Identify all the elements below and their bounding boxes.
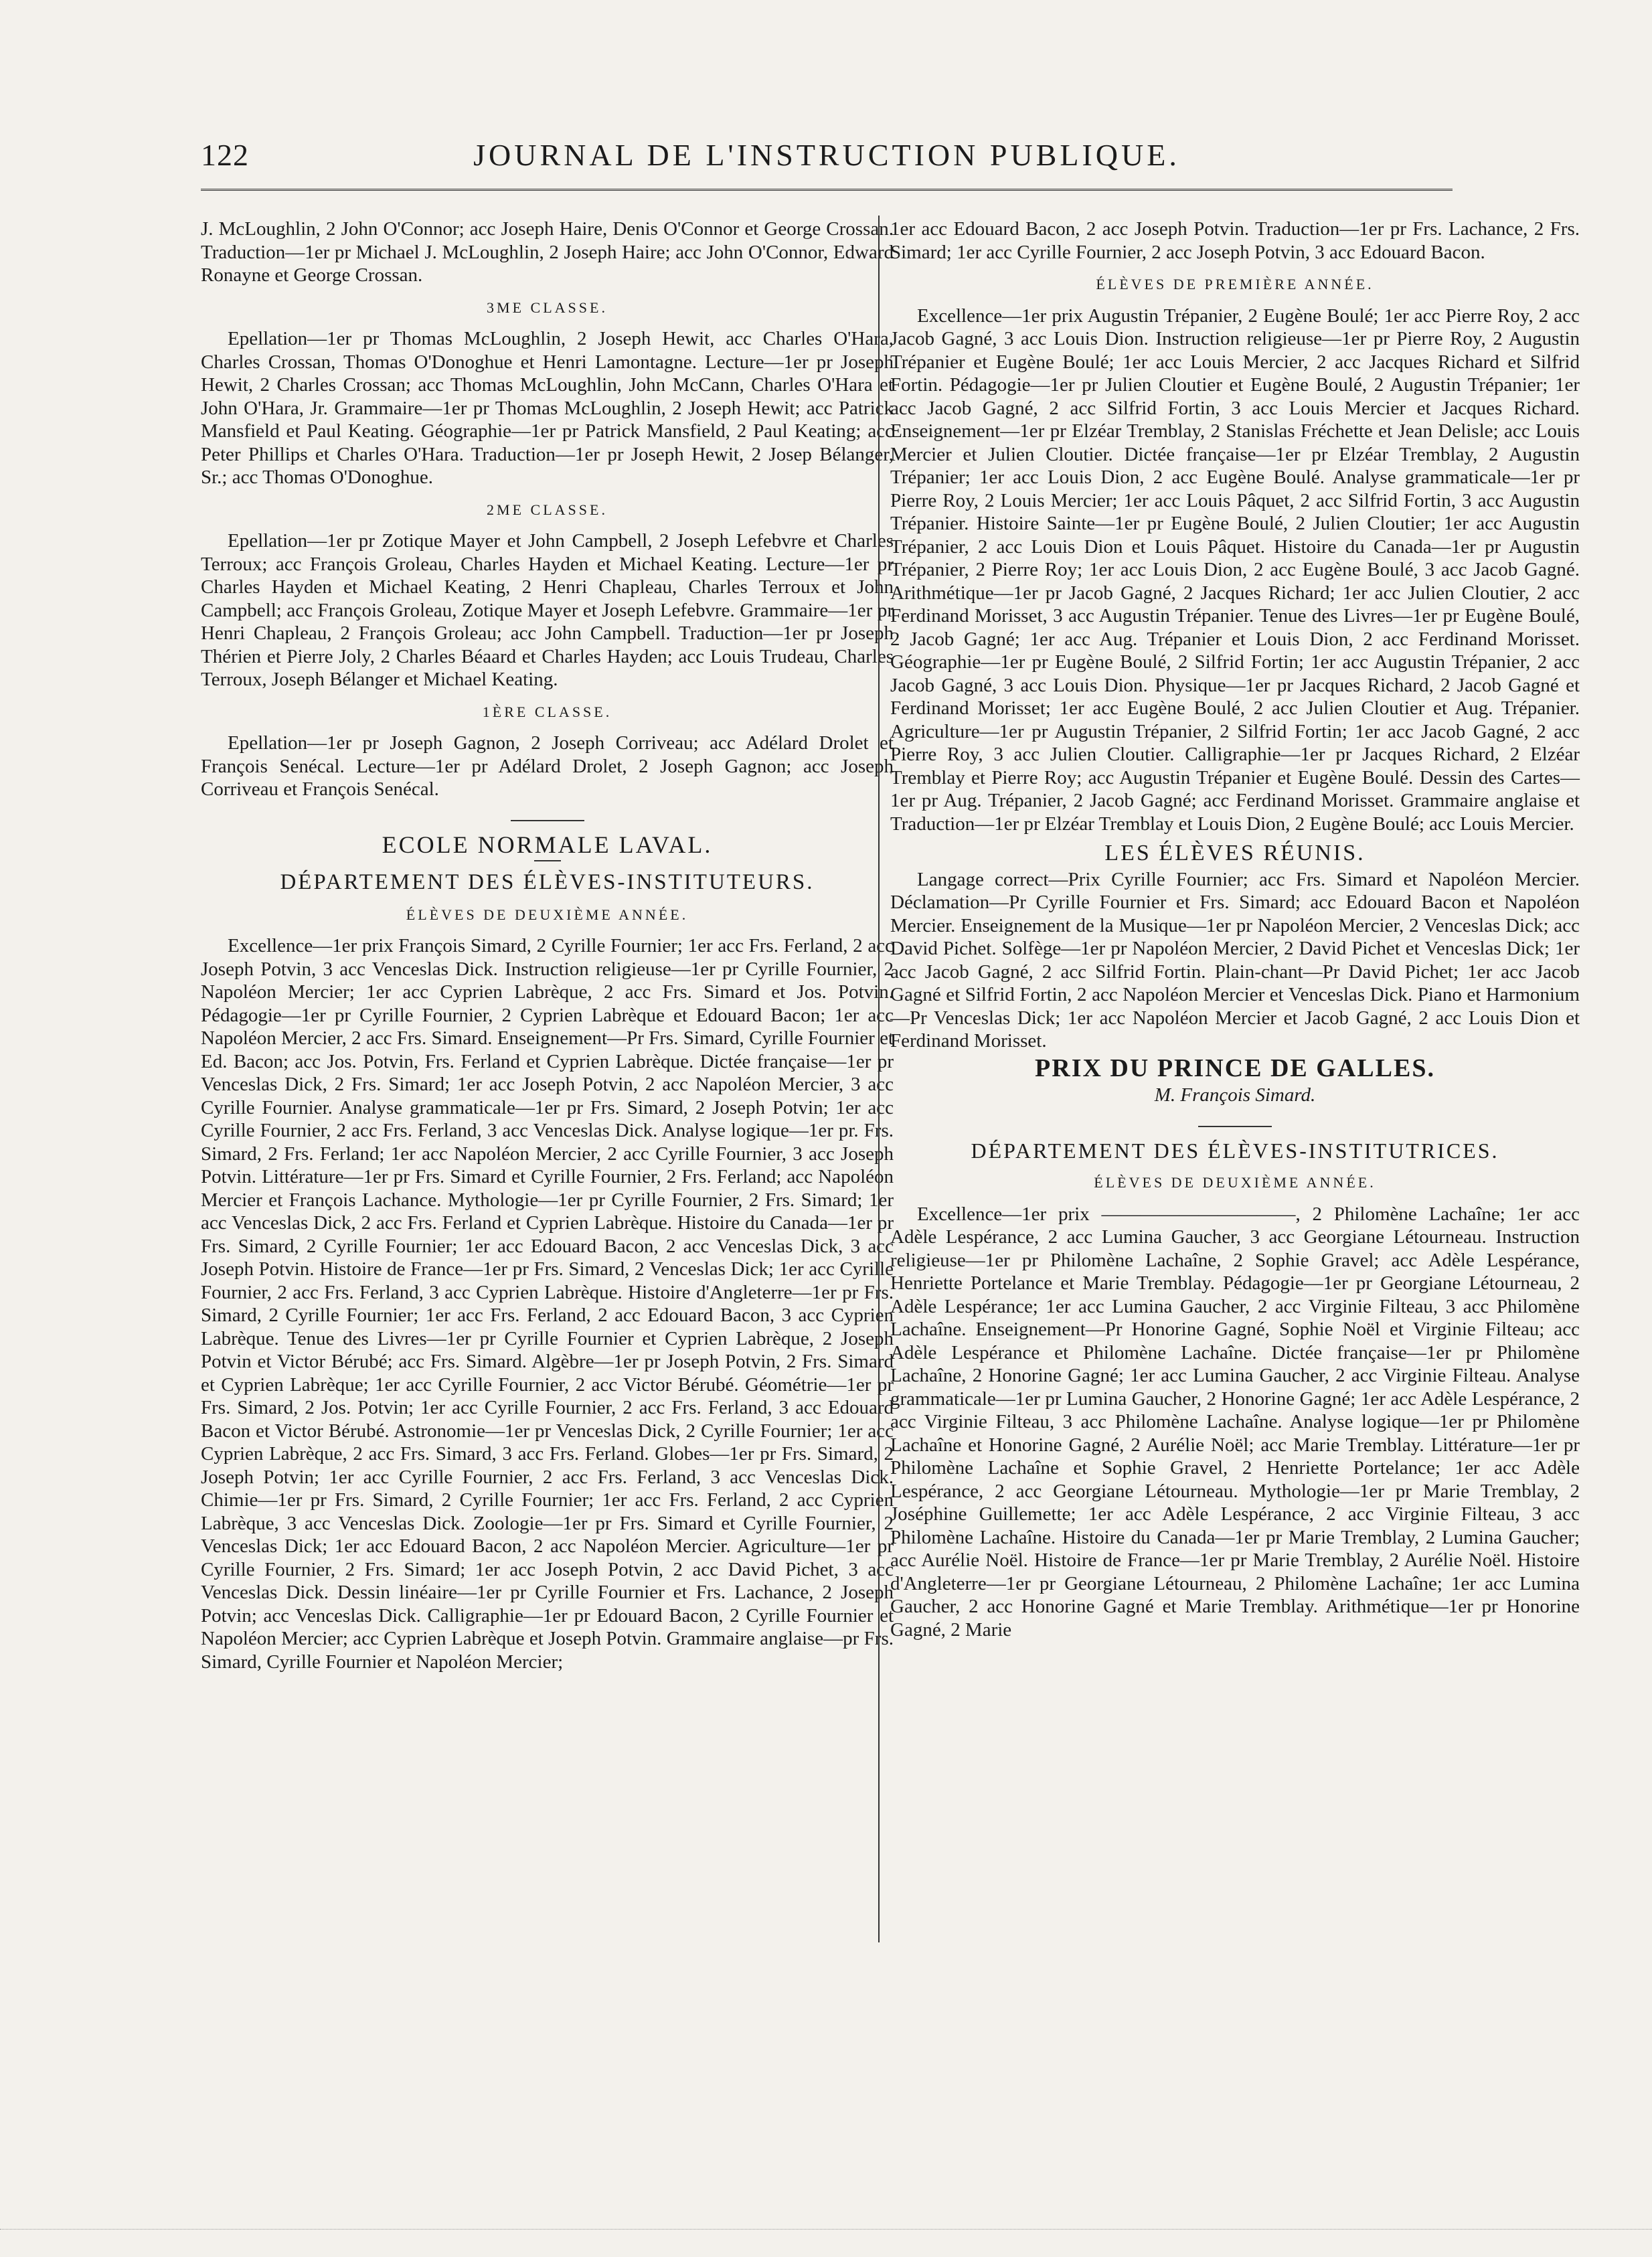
running-head: JOURNAL DE L'INSTRUCTION PUBLIQUE. (473, 138, 1180, 172)
right-column (890, 218, 1580, 1641)
section-heading-deuxieme-annee: ÉLÈVES DE DEUXIÈME ANNÉE. (406, 906, 689, 923)
page-bottom-edge (0, 2229, 1652, 2243)
right-intro-paragraph: 1er acc Edouard Bacon, 2 acc Joseph Potvin. Traduction—1er pr Frs. Lachance, 2 Frs. Simard; 1er acc Cyrille Fournier, 2 acc Joseph Potvin, 3 acc Edouard Bacon. (890, 218, 1580, 263)
paragraph-1re-classe: Epellation—1er pr Joseph Gagnon, 2 Joseph Corriveau; acc Adélard Drolet et François Senécal. Lecture—1er pr Adélard Drolet, 2 Joseph Gagnon; acc Joseph Corriveau et François Senécal. (201, 732, 894, 800)
section-heading-3me-classe: 3ME CLASSE. (487, 299, 608, 316)
paragraph-deuxieme-annee: Excellence—1er prix François Simard, 2 Cyrille Fournier; 1er acc Frs. Ferland, 2 acc Joseph Potvin, 3 acc Venceslas Dick. Instruction religieuse—1er pr Cyrille Fournier, 2 Napoléon Mercier; 1er acc Cyprien Labrèque, 2 acc Frs. Simard et Jos. Potvin. Pédagogie—1er pr Cyrille Fournier, 2 Cyprien Labrèque et Edouard Bacon; 1er acc Napoléon Mercier, 2 acc Frs. Simard. Enseignement—Pr Frs. Simard, Cyrille Fournier et Ed. Bacon; acc Jos. Potvin, Frs. Ferland et Cyprien Labrèque. Dictée française—1er pr Venceslas Dick, 2 Frs. Simard; 1er acc Joseph Potvin, 2 acc Napoléon Mercier, 3 acc Cyrille Fournier. Analyse grammaticale—1er pr Frs. Simard, 2 Joseph Potvin; 1er acc Cyrille Fournier, 2 acc Frs. Ferland, 3 acc Venceslas Dick. Analyse logique—1er pr. Frs. Simard, 2 Frs. Ferland; 1er acc Napoléon Mercier, 2 acc Cyrille Fournier, 3 acc Joseph Potvin. Littérature—1er pr Frs. Simard et Cyrille Fournier, 2 Frs. Ferland; acc Napoléon Mercier et François Lachance. Mythologie—1er pr Cyrille Fournier, 2 Frs. Simard; 1er acc Venceslas Dick, 2 acc Frs. Ferland et Cyprien Labrèque. Histoire du Canada—1er pr Frs. Simard, 2 Cyrille Fournier; 1er acc Edouard Bacon, 2 acc Venceslas Dick, 3 acc Joseph Potvin. Histoire de France—1er pr Frs. Simard, 2 Venceslas Dick; 1er acc Cyrille Fournier, 2 acc Frs. Ferland, 3 acc Cyprien Labrèque. Histoire d'Angleterre—1er pr Frs. Simard, 2 Cyrille Fournier; 1er acc Frs. Ferland, 2 acc Edouard Bacon, 3 acc Cyprien Labrèque. Tenue des Livres—1er pr Cyrille Fournier et Cyprien Labrèque, 2 Joseph Potvin et Victor Bérubé; acc Frs. Simard. Algèbre—1er pr Joseph Potvin, 2 Frs. Simard et Cyprien Labrèque; 1er acc Cyrille Fournier, 2 acc Victor Bérubé. Géométrie—1er pr Frs. Simard, 2 Jos. Potvin; 1er acc Cyrille Fournier, 2 acc Frs. Ferland, 3 acc Edouard Bacon et Victor Bérubé. Astronomie—1er pr Venceslas Dick, 2 Cyrille Fournier; 1er acc Cyprien Labrèque, 2 acc Frs. Simard, 3 acc Frs. Ferland. Globes—1er pr Frs. Simard, 2 Joseph Potvin; 1er acc Cyrille Fournier, 2 acc Frs. Ferland, 3 acc Venceslas Dick. Chimie—1er pr Frs. Simard, 2 Cyrille Fournier; 1er acc Frs. Ferland, 2 acc Cyprien Labrèque, 3 acc Venceslas Dick. Zoologie—1er pr Frs. Simard et Cyrille Fournier, 2 Venceslas Dick; 1er acc Edouard Bacon, 2 acc Napoléon Mercier. Agriculture—1er pr Cyrille Fournier, 2 Frs. Simard; 1er acc Joseph Potvin, 2 acc David Pichet, 3 acc Venceslas Dick. Dessin linéaire—1er pr Cyrille Fournier et Frs. Lachance, 2 Joseph Potvin; acc Venceslas Dick. Calligraphie—1er pr Edouard Bacon, 2 Cyrille Fournier et Napoléon Mercier; acc Cyprien Labrèque et Joseph Potvin. Grammaire anglaise—pr Frs. Simard, Cyrille Fournier et Napoléon Mercier; (201, 935, 894, 1673)
prix-prince-winner: M. François Simard. (1154, 1084, 1316, 1106)
section-heading-deuxieme-annee-f: ÉLÈVES DE DEUXIÈME ANNÉE. (1094, 1174, 1376, 1191)
page-number: 122 (201, 138, 249, 172)
paragraph-premiere-annee: Excellence—1er prix Augustin Trépanier, 2 Eugène Boulé; 1er acc Pierre Roy, 2 acc Jacob Gagné, 3 acc Louis Dion. Instruction religieuse—1er pr Pierre Roy, 2 Augustin Trépanier et Eugène Boulé; 1er acc Louis Mercier, 2 acc Jacques Richard et Silfrid Fortin. Pédagogie—1er pr Julien Cloutier et Eugène Boulé, 2 Augustin Trépanier; 1er acc Jacob Gagné, 2 acc Silfrid Fortin, 3 acc Louis Mercier et Jacques Richard. Enseignement—1er pr Elzéar Tremblay, 2 Stanislas Fréchette et Jean Delisle; acc Louis Mercier et Julien Cloutier. Dictée française—1er pr Elzéar Tremblay, 2 Augustin Trépanier; 1er acc Louis Dion, 2 acc Eugène Boulé. Analyse grammaticale—1er pr Pierre Roy, 2 Louis Mercier; 1er acc Louis Pâquet, 2 acc Silfrid Fortin, 3 acc Augustin Trépanier. Histoire Sainte—1er pr Eugène Boulé, 2 Julien Cloutier; 1er acc Augustin Trépanier, 2 acc Louis Dion et Louis Pâquet. Histoire du Canada—1er pr Augustin Trépanier, 2 Pierre Roy; 1er acc Louis Dion, 2 acc Eugène Boulé, 3 acc Jacob Gagné. Arithmétique—1er pr Jacob Gagné, 2 Jacques Richard; 1er acc Julien Cloutier, 2 acc Ferdinand Morisset, 3 acc Augustin Trépanier. Tenue des Livres—1er pr Eugène Boulé, 2 Jacob Gagné; 1er acc Aug. Trépanier et Louis Dion, 2 acc Ferdinand Morisset. Géographie—1er pr Eugène Boulé, 2 Silfrid Fortin; 1er acc Augustin Trépanier, 2 acc Jacob Gagné, 3 acc Louis Dion. Physique—1er pr Jacques Richard, 2 Jacob Gagné et Ferdinand Morisset; 1er acc Eugène Boulé, 2 acc Julien Cloutier et Aug. Trépanier. Agriculture—1er pr Augustin Trépanier, 2 Silfrid Fortin; 1er acc Jacob Gagné, 2 acc Pierre Roy, 3 acc Julien Cloutier. Calligraphie—1er pr Jacques Richard, 2 Elzéar Tremblay et Pierre Roy; acc Augustin Trépanier et Eugène Boulé. Dessin des Cartes—1er pr Aug. Trépanier, 2 Jacob Gagné; acc Ferdinand Morisset. Grammaire anglaise et Traduction—1er pr Elzéar Tremblay et Louis Dion, 2 Eugène Boulé; acc Louis Mercier. (890, 305, 1580, 835)
paragraph-2me-classe: Epellation—1er pr Zotique Mayer et John Campbell, 2 Joseph Lefebvre et Charles Terroux; acc François Groleau, Charles Hayden et Michael Keating. Lecture—1er pr Charles Hayden et Michael Keating, 2 Henri Chapleau, Charles Terroux et John Campbell; acc François Groleau, Zotique Mayer et Joseph Lefebvre. Grammaire—1er pr Henri Chapleau, 2 François Groleau; acc John Campbell. Traduction—1er pr Joseph Thérien et Pierre Joly, 2 Charles Béaard et Charles Hayden; acc Louis Trudeau, Charles Terroux, Joseph Bélanger et Michael Keating. (201, 530, 894, 690)
left-column (201, 218, 894, 1673)
paragraph-3me-classe: Epellation—1er pr Thomas McLoughlin, 2 Joseph Hewit, acc Charles O'Hara, Charles Crossan, Thomas O'Donoghue et Henri Lamontagne. Lecture—1er pr Joseph Hewit, 2 Charles Crossan; acc Thomas McLoughlin, John McCann, Charles O'Hara et John O'Hara, Jr. Grammaire—1er pr Thomas McLoughlin, 2 Joseph Hewit; acc Patrick Mansfield et Paul Keating. Géographie—1er pr Patrick Mansfield, 2 Paul Keating; acc Peter Phillips et Charles O'Hara. Traduction—1er pr Joseph Hewit, 2 Josep Bélanger, Sr.; acc Thomas O'Donoghue. (201, 328, 894, 488)
column-divider (878, 216, 880, 1942)
dept-instituteurs-heading: DÉPARTEMENT DES ÉLÈVES-INSTITUTEURS. (280, 870, 815, 894)
dept-institutrices-heading: DÉPARTEMENT DES ÉLÈVES-INSTITUTRICES. (971, 1138, 1499, 1163)
section-heading-premiere-annee: ÉLÈVES DE PREMIÈRE ANNÉE. (1096, 276, 1374, 292)
section-rule (511, 820, 584, 821)
paragraph-eleves-reunis: Langage correct—Prix Cyrille Fournier; acc Frs. Simard et Napoléon Mercier. Déclamation—Pr Cyrille Fournier et Frs. Simard; acc Edouard Bacon et Napoléon Mercier. Enseignement de la Musique—1er pr Napoléon Mercier, 2 Venceslas Dick; acc David Pichet. Solfège—1er pr Napoléon Mercier, 2 David Pichet et Venceslas Dick; 1er acc Jacob Gagné, 2 acc Silfrid Fortin. Plain-chant—Pr David Pichet; 1er acc Jacob Gagné et Silfrid Fortin, 2 acc Napoléon Mercier et Venceslas Dick. Piano et Harmonium—Pr Venceslas Dick; 1er acc Napoléon Mercier et Jacob Gagné, 2 acc Louis Dion et Ferdinand Morisset. (890, 868, 1580, 1052)
title-rule (534, 860, 561, 861)
school-title: ECOLE NORMALE LAVAL. (382, 831, 713, 858)
section-rule-2 (1198, 1126, 1272, 1127)
left-intro-paragraph: J. McLoughlin, 2 John O'Connor; acc Joseph Haire, Denis O'Connor et George Crossan. Traduction—1er pr Michael J. McLoughlin, 2 Joseph Haire; acc John O'Connor, Edward Ronayne et George Crossan. (201, 218, 894, 286)
paragraph-deuxieme-annee-f: Excellence—1er prix ——————————, 2 Philomène Lachaîne; 1er acc Adèle Lespérance, 2 acc Lumina Gaucher, 3 acc Georgiane Létourneau. Instruction religieuse—1er pr Philomène Lachaîne, 2 Sophie Gravel; acc Adèle Lespérance, Henriette Portelance et Marie Tremblay. Pédagogie—1er pr Georgiane Létourneau, 2 Adèle Lespérance; 1er acc Lumina Gaucher, 2 acc Virginie Filteau, 3 acc Philomène Lachaîne. Enseignement—Pr Honorine Gagné, Sophie Noël et Virginie Filteau; acc Adèle Lespérance et Philomène Lachaîne. Dictée française—1er pr Philomène Lachaîne, 2 Honorine Gagné; 1er acc Lumina Gaucher, 2 acc Virginie Filteau. Analyse grammaticale—1er pr Lumina Gaucher, 2 Honorine Gagné; 1er acc Adèle Lespérance, 2 acc Virginie Filteau, 3 acc Philomène Lachaîne. Analyse logique—1er pr Philomène Lachaîne et Honorine Gagné, 2 Aurélie Noël; acc Marie Tremblay. Littérature—1er pr Philomène Lachaîne et Sophie Gravel, 2 Henriette Portelance; 1er acc Adèle Lespérance, 2 acc Georgiane Létourneau. Mythologie—1er pr Marie Tremblay, 2 Joséphine Guillemette; 1er acc Adèle Lespérance, 2 acc Virginie Filteau, 3 acc Philomène Lachaîne. Histoire du Canada—1er pr Marie Tremblay, 2 Lumina Gaucher; acc Aurélie Noël. Histoire de France—1er pr Marie Tremblay, 2 Aurélie Noël. Histoire d'Angleterre—1er pr Georgiane Létourneau, 2 Philomène Lachaîne; 1er acc Lumina Gaucher, 2 acc Honorine Gagné et Marie Tremblay. Arithmétique—1er pr Honorine Gagné, 2 Marie (890, 1203, 1580, 1641)
page-header (201, 137, 1453, 184)
eleves-reunis-heading: LES ÉLÈVES RÉUNIS. (1104, 841, 1366, 865)
prix-prince-heading: PRIX DU PRINCE DE GALLES. (1035, 1054, 1435, 1082)
section-heading-2me-classe: 2ME CLASSE. (487, 501, 608, 518)
section-heading-1re-classe: 1ÈRE CLASSE. (482, 703, 612, 720)
header-rule (201, 189, 1453, 193)
